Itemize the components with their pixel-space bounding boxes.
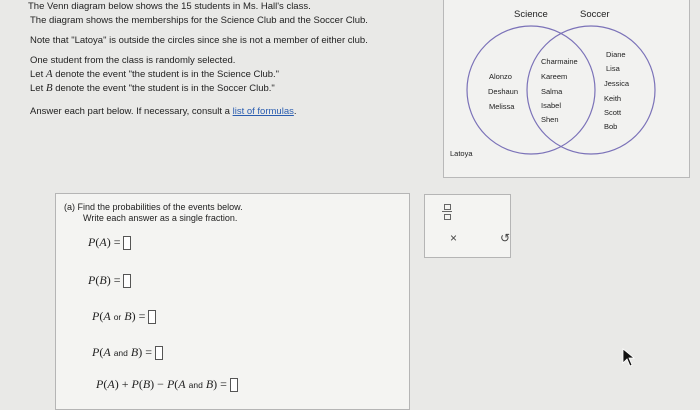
- prob-symbol: P: [92, 345, 100, 359]
- prob-symbol: P: [88, 235, 96, 249]
- formulas-link[interactable]: list of formulas: [232, 106, 294, 117]
- fraction-icon[interactable]: [442, 203, 452, 221]
- event-var: B: [124, 309, 132, 323]
- both-name: Shen: [541, 115, 559, 124]
- prob-a-row: P ( A ) =: [88, 235, 131, 250]
- plus-sign: +: [121, 377, 129, 391]
- equals-sign: =: [113, 235, 121, 249]
- prob-symbol: P: [96, 377, 104, 391]
- soccer-label: Soccer: [580, 9, 610, 20]
- intro-line-4-post: denote the event "the student is in the Science Club.": [52, 69, 280, 80]
- science-circle: [467, 26, 595, 154]
- event-var: A: [103, 309, 111, 323]
- event-b-var: B: [45, 82, 53, 94]
- outside-name: Latoya: [450, 149, 473, 158]
- or-operator: or: [113, 311, 122, 322]
- both-name: Salma: [541, 87, 563, 96]
- intro-line-1: The diagram shows the memberships for the Science Club and the Soccer Club.: [30, 15, 368, 26]
- soccer-only-name: Lisa: [606, 64, 620, 73]
- prob-symbol: P: [166, 377, 175, 391]
- equals-sign: =: [145, 345, 152, 359]
- event-var: B: [130, 345, 139, 359]
- event-var: B: [142, 377, 151, 391]
- soccer-only-name: Bob: [604, 122, 618, 131]
- intro-line-2: Note that "Latoya" is outside the circles since she is not a member of either club.: [30, 35, 368, 46]
- equals-sign: =: [138, 309, 146, 323]
- soccer-only-name: Jessica: [604, 79, 630, 88]
- event-var: B: [205, 377, 214, 391]
- intro-line-6-pre: Answer each part below. If necessary, consult a: [30, 106, 233, 117]
- soccer-only-name: Diane: [606, 50, 626, 59]
- science-only-name: Deshaun: [488, 87, 519, 96]
- event-var: A: [103, 345, 111, 359]
- intro-line-4-pre: Let: [30, 69, 46, 80]
- clear-button[interactable]: ×: [450, 231, 458, 245]
- science-only-name: Melissa: [489, 102, 515, 111]
- answer-tools-panel: [424, 194, 511, 258]
- intro-line-0: The Venn diagram below shows the 15 students in Ms. Hall's class.: [28, 1, 311, 12]
- part-a-instruction-2: Write each answer as a single fraction.: [83, 213, 238, 223]
- part-a-instruction: (a) Find the probabilities of the events below.: [64, 202, 243, 212]
- minus-sign: −: [157, 377, 164, 391]
- prob-union-formula-row: P ( A ) + P ( B ) − P ( A and B ) =: [96, 377, 238, 392]
- science-only-name: Alonzo: [489, 72, 512, 81]
- science-label: Science: [514, 9, 548, 20]
- answer-input-formula[interactable]: [230, 378, 238, 392]
- answer-input-p-a[interactable]: [123, 236, 131, 250]
- equals-sign: =: [113, 273, 121, 287]
- intro-line-5-pre: Let: [30, 83, 46, 94]
- part-a-panel: [55, 193, 410, 410]
- event-var: B: [99, 273, 107, 287]
- soccer-only-name: Keith: [604, 94, 622, 103]
- prob-symbol: P: [92, 309, 100, 323]
- answer-input-p-a-or-b[interactable]: [148, 310, 156, 324]
- and-operator: and: [113, 347, 128, 358]
- intro-line-5: [30, 82, 275, 94]
- event-var: A: [107, 377, 115, 391]
- undo-button[interactable]: ↺: [500, 231, 511, 245]
- prob-a-and-b-row: P ( A and B ) =: [92, 345, 163, 360]
- intro-line-3: One student from the class is randomly selected.: [30, 55, 236, 66]
- prob-symbol: P: [88, 273, 96, 287]
- intro-line-5-post: denote the event "the student is in the Soccer Club.": [52, 83, 275, 94]
- intro-line-4: [30, 68, 279, 80]
- intro-line-6: [30, 106, 297, 117]
- prob-a-or-b-row: P ( A or B ) =: [92, 309, 156, 324]
- event-var: A: [178, 377, 186, 391]
- answer-input-p-b[interactable]: [123, 274, 131, 288]
- and-operator: and: [188, 379, 203, 390]
- both-name: Charmaine: [541, 57, 578, 66]
- prob-b-row: P ( B ) =: [88, 273, 131, 288]
- event-var: A: [99, 235, 107, 249]
- intro-line-6-post: .: [293, 106, 297, 117]
- equals-sign: =: [220, 377, 227, 391]
- both-name: Isabel: [541, 101, 562, 110]
- prob-symbol: P: [131, 377, 139, 391]
- mouse-cursor-icon: [622, 348, 636, 368]
- event-a-var: A: [45, 68, 53, 80]
- venn-circles: [444, 0, 689, 177]
- both-name: Kareem: [541, 72, 568, 81]
- soccer-only-name: Scott: [604, 108, 622, 117]
- answer-input-p-a-and-b[interactable]: [155, 346, 163, 360]
- venn-diagram: [443, 0, 690, 178]
